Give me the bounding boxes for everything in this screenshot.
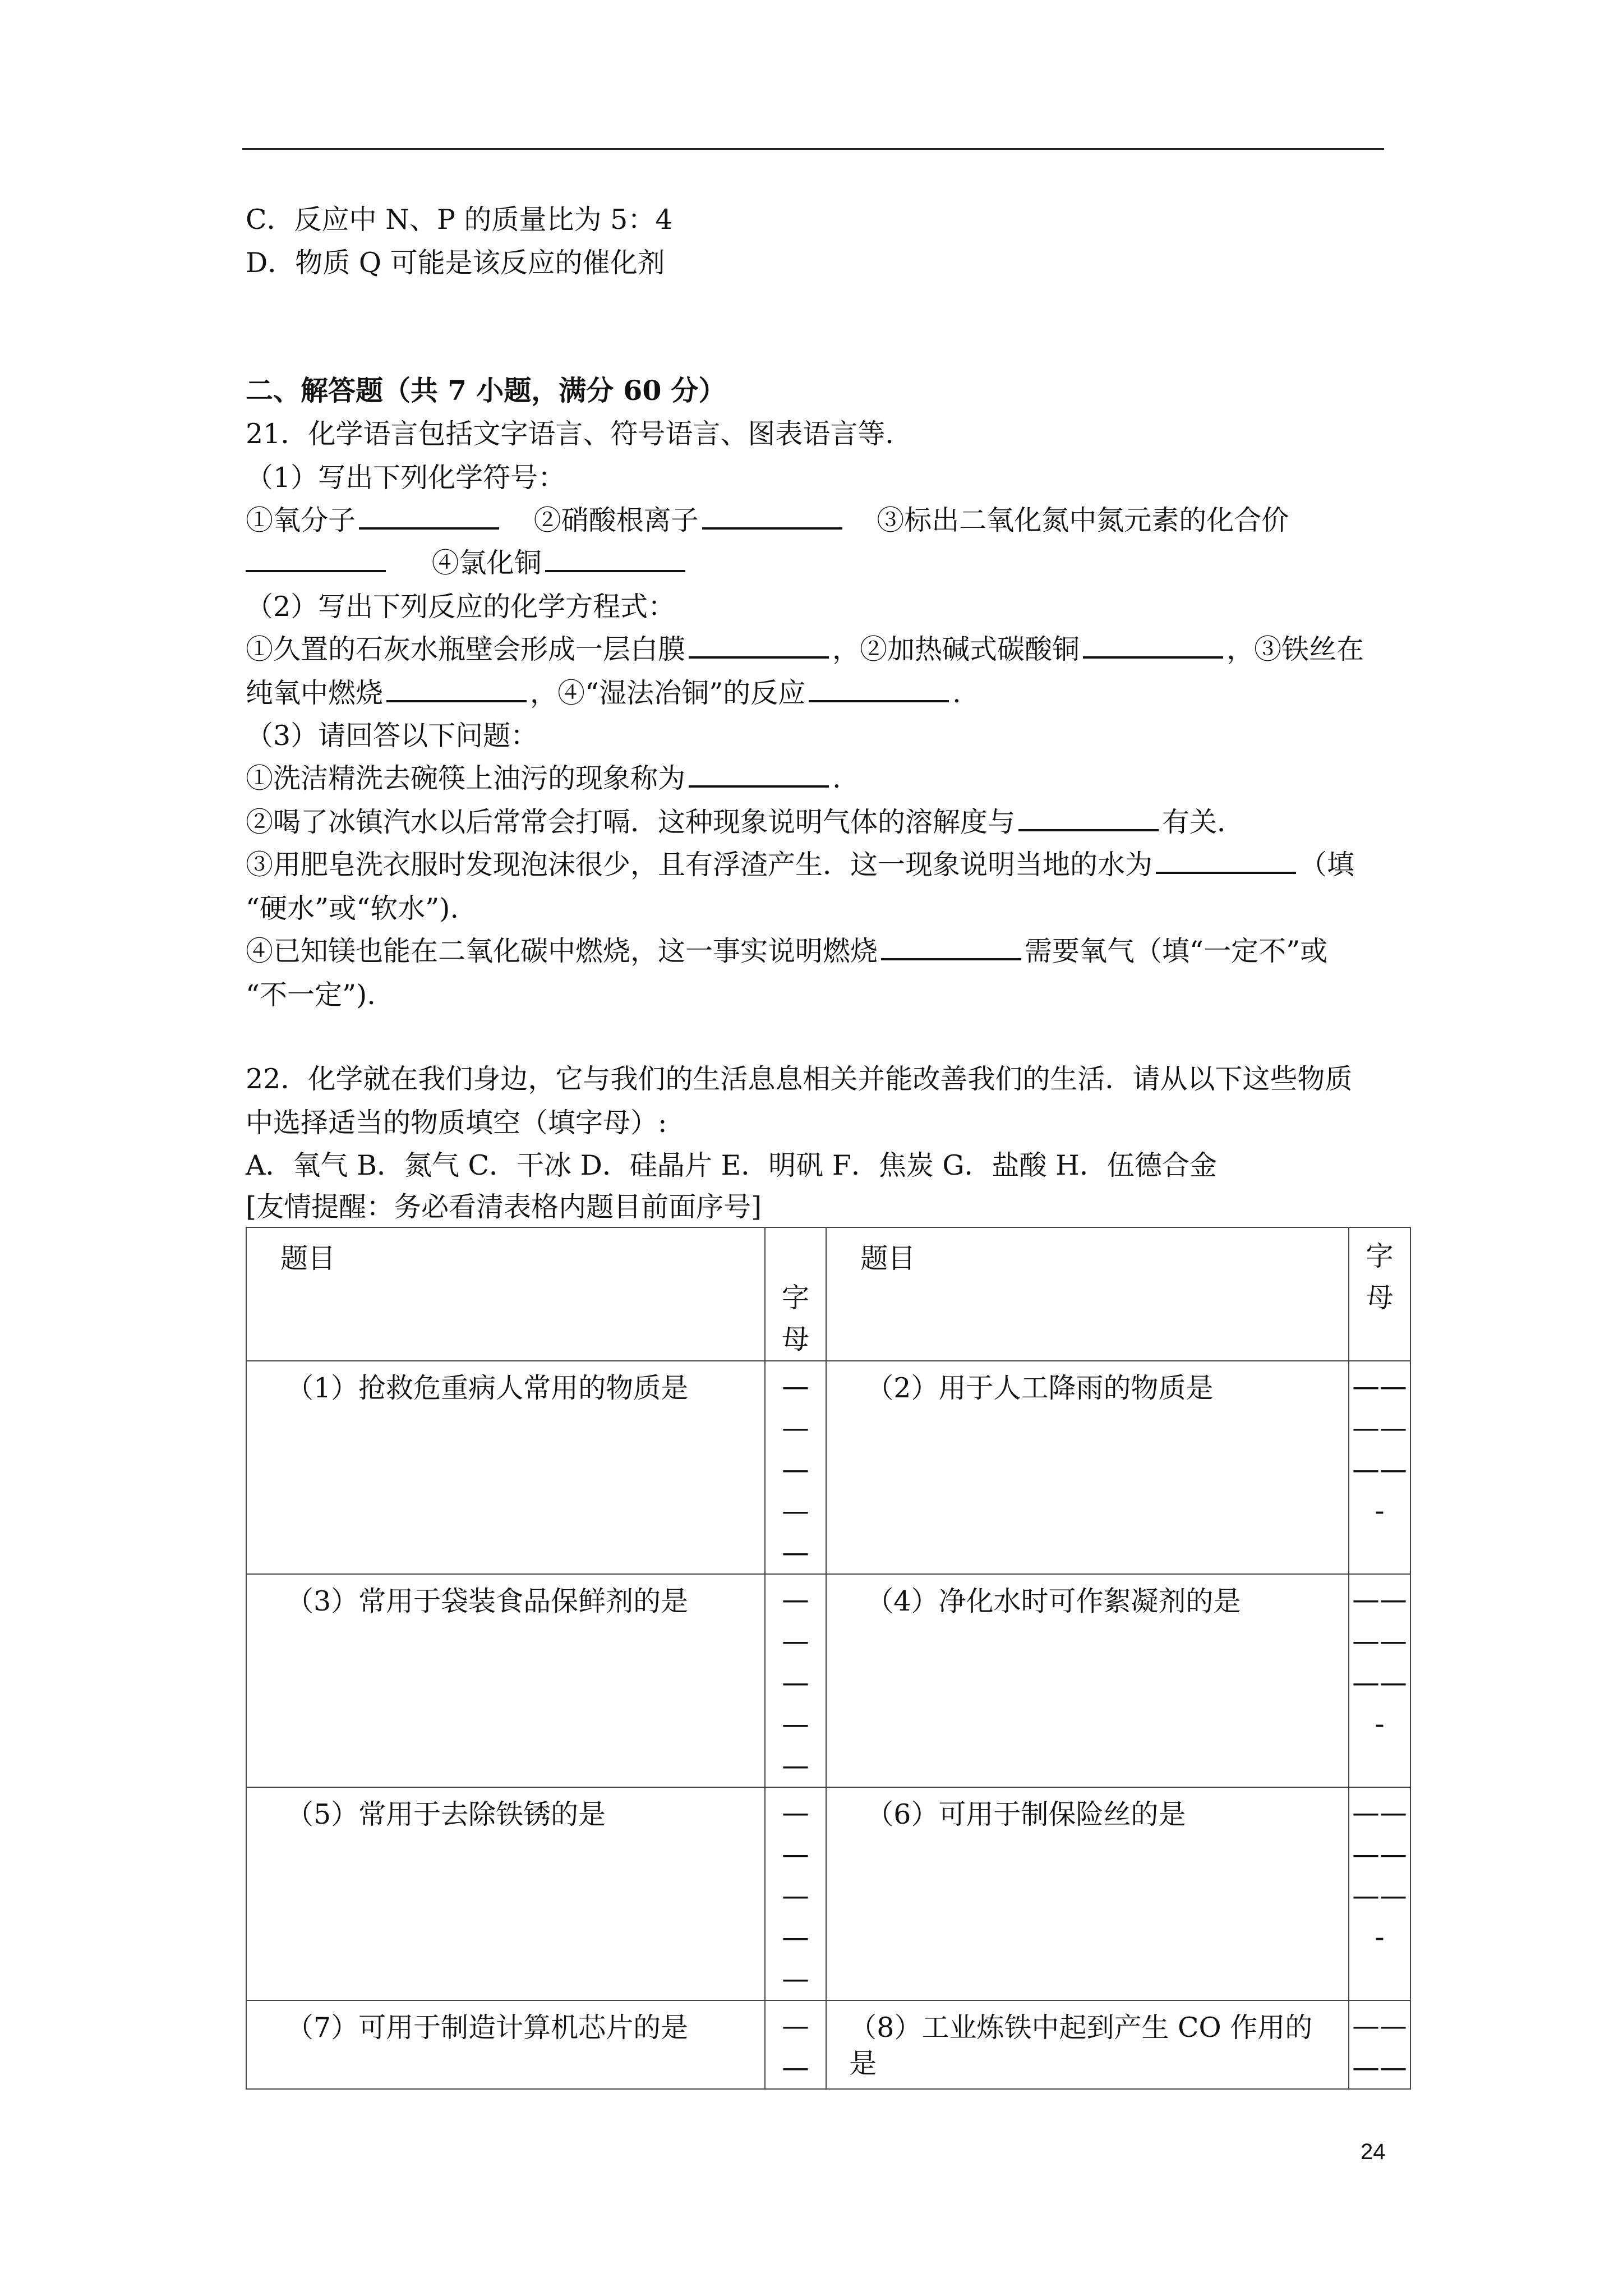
answer-blank[interactable]: [246, 545, 386, 572]
option-d: D．物质 Q 可能是该反应的催化剂: [246, 247, 665, 279]
q21-part3: （3）请回答以下问题：: [246, 720, 538, 752]
q21-part3-item3-cont: “硬水”或“软水”).: [246, 892, 459, 924]
header-rule: [242, 148, 1384, 150]
page-number: 24: [1361, 2139, 1386, 2164]
answer-blank[interactable]: [545, 545, 685, 572]
answer-blank[interactable]: [689, 761, 829, 788]
q21-part1-row2: [246, 545, 689, 581]
header-letter-char: 字: [1366, 1240, 1394, 1272]
suffix: 需要氧气（填“一定不”或: [1025, 935, 1328, 967]
prompt-valence: ③标出二氧化氮中氮元素的化合价: [877, 504, 1289, 536]
answer-blank[interactable]: [386, 675, 527, 702]
header-question: 题目: [280, 1243, 336, 1274]
question-cell: （6）可用于制保险丝的是: [866, 1798, 1186, 1830]
prompt-oxygen-molecule: ①氧分子: [246, 504, 356, 536]
suffix: 有关．: [1162, 806, 1245, 838]
table-header-row: [246, 1227, 1410, 1361]
q21-part2-row1: [246, 632, 1364, 668]
answer-cell[interactable]: — — — — —: [765, 1574, 827, 1787]
table-row: [246, 1787, 1410, 2000]
answer-blank[interactable]: [1156, 847, 1296, 874]
q21-stem: 21．化学语言包括文字语言、符号语言、图表语言等．: [246, 418, 913, 450]
question-cell: （7）可用于制造计算机芯片的是: [286, 2012, 689, 2044]
header-letter: [766, 1228, 826, 1360]
q22-stem-1: 22．化学就在我们身边，它与我们的生活息息相关并能改善我们的生活．请从以下这些物质: [246, 1063, 1353, 1095]
answer-blank[interactable]: [359, 503, 499, 530]
question-cell: （3）常用于袋装食品保鲜剂的是: [286, 1585, 689, 1617]
q22-stem-2: 中选择适当的物质填空（填字母）:: [246, 1107, 667, 1139]
table-row: [246, 1361, 1410, 1574]
answer-cell[interactable]: —— ——: [1349, 2000, 1410, 2089]
table-row: [246, 1574, 1410, 1787]
prompt-magnesium: ④已知镁也能在二氧化碳中燃烧，这一事实说明燃烧: [246, 935, 878, 967]
prompt-burn-oxygen: 纯氧中燃烧: [246, 677, 384, 709]
prompt-emulsification: ①洗洁精洗去碗筷上油污的现象称为: [246, 762, 686, 794]
answer-cell[interactable]: —— —— —— -: [1349, 1361, 1410, 1574]
prompt-hard-water: ③用肥皂洗衣服时发现泡沫很少，且有浮渣产生．这一现象说明当地的水为: [246, 849, 1153, 881]
prompt-iron-wire: ，③铁丝在: [1227, 633, 1364, 665]
q21-part3-item4-cont: “不一定”).: [246, 979, 376, 1011]
q21-part1-row1: [246, 503, 1289, 539]
answer-cell[interactable]: —— —— —— -: [1349, 1574, 1410, 1787]
q21-part3-item1: [246, 761, 841, 797]
answer-cell[interactable]: — —: [765, 2000, 827, 2089]
header-question: 题目: [860, 1243, 916, 1274]
prompt-limewater: ①久置的石灰水瓶壁会形成一层白膜: [246, 633, 686, 665]
suffix: （填: [1299, 849, 1355, 881]
answer-blank[interactable]: [881, 933, 1021, 960]
q21-part2: （2）写出下列反应的化学方程式：: [246, 591, 676, 623]
answer-blank[interactable]: [809, 675, 949, 702]
table-row: [246, 2000, 1410, 2089]
q21-part3-item4: [246, 933, 1327, 969]
answer-cell[interactable]: — — — — —: [765, 1787, 827, 2000]
prompt-nitrate-ion: ②硝酸根离子: [533, 504, 699, 536]
question-cell: （8）工业炼铁中起到产生 CO 作用的是: [849, 2012, 1313, 2079]
prompt-basic-copper-carbonate: ，②加热碱式碳酸铜: [832, 633, 1080, 665]
answer-cell[interactable]: —— —— —— -: [1349, 1787, 1410, 2000]
answer-blank[interactable]: [689, 632, 829, 659]
header-letter-char: 母: [781, 1323, 809, 1355]
answer-blank[interactable]: [1083, 632, 1223, 659]
q22-options: A．氧气 B．氮气 C．干冰 D．硅晶片 E．明矾 F．焦炭 G．盐酸 H．伍德合金: [246, 1149, 1217, 1181]
q22-note: [友情提醒：务必看清表格内题目前面序号]: [246, 1191, 762, 1223]
answer-table: [246, 1227, 1411, 2090]
q21-part3-item3: [246, 847, 1354, 883]
period: .: [952, 677, 961, 709]
prompt-gas-solubility: ②喝了冰镇汽水以后常常会打嗝．这种现象说明气体的溶解度与: [246, 806, 1016, 838]
q21-part1: （1）写出下列化学符号：: [246, 462, 566, 494]
header-letter-char: 母: [1366, 1282, 1394, 1314]
question-cell: （1）抢救危重病人常用的物质是: [286, 1372, 689, 1404]
section-heading: 二、解答题（共 7 小题，满分 60 分）: [246, 374, 726, 407]
answer-cell[interactable]: — — — — —: [765, 1361, 827, 1574]
question-cell: （2）用于人工降雨的物质是: [866, 1372, 1214, 1404]
answer-blank[interactable]: [702, 503, 842, 530]
prompt-wet-copper: ，④“湿法冶铜”的反应: [530, 677, 806, 709]
question-cell: （5）常用于去除铁锈的是: [286, 1798, 606, 1830]
header-letter: [1349, 1228, 1410, 1319]
q21-part2-row2: [246, 675, 961, 711]
answer-blank[interactable]: [1018, 804, 1159, 831]
question-cell: （4）净化水时可作絮凝剂的是: [866, 1585, 1241, 1617]
period: .: [832, 762, 841, 794]
prompt-copper-chloride: ④氯化铜: [431, 547, 542, 579]
q21-part3-item2: [246, 804, 1244, 840]
option-c: C．反应中 N、P 的质量比为 5：4: [246, 204, 673, 236]
header-letter-char: 字: [781, 1282, 809, 1314]
